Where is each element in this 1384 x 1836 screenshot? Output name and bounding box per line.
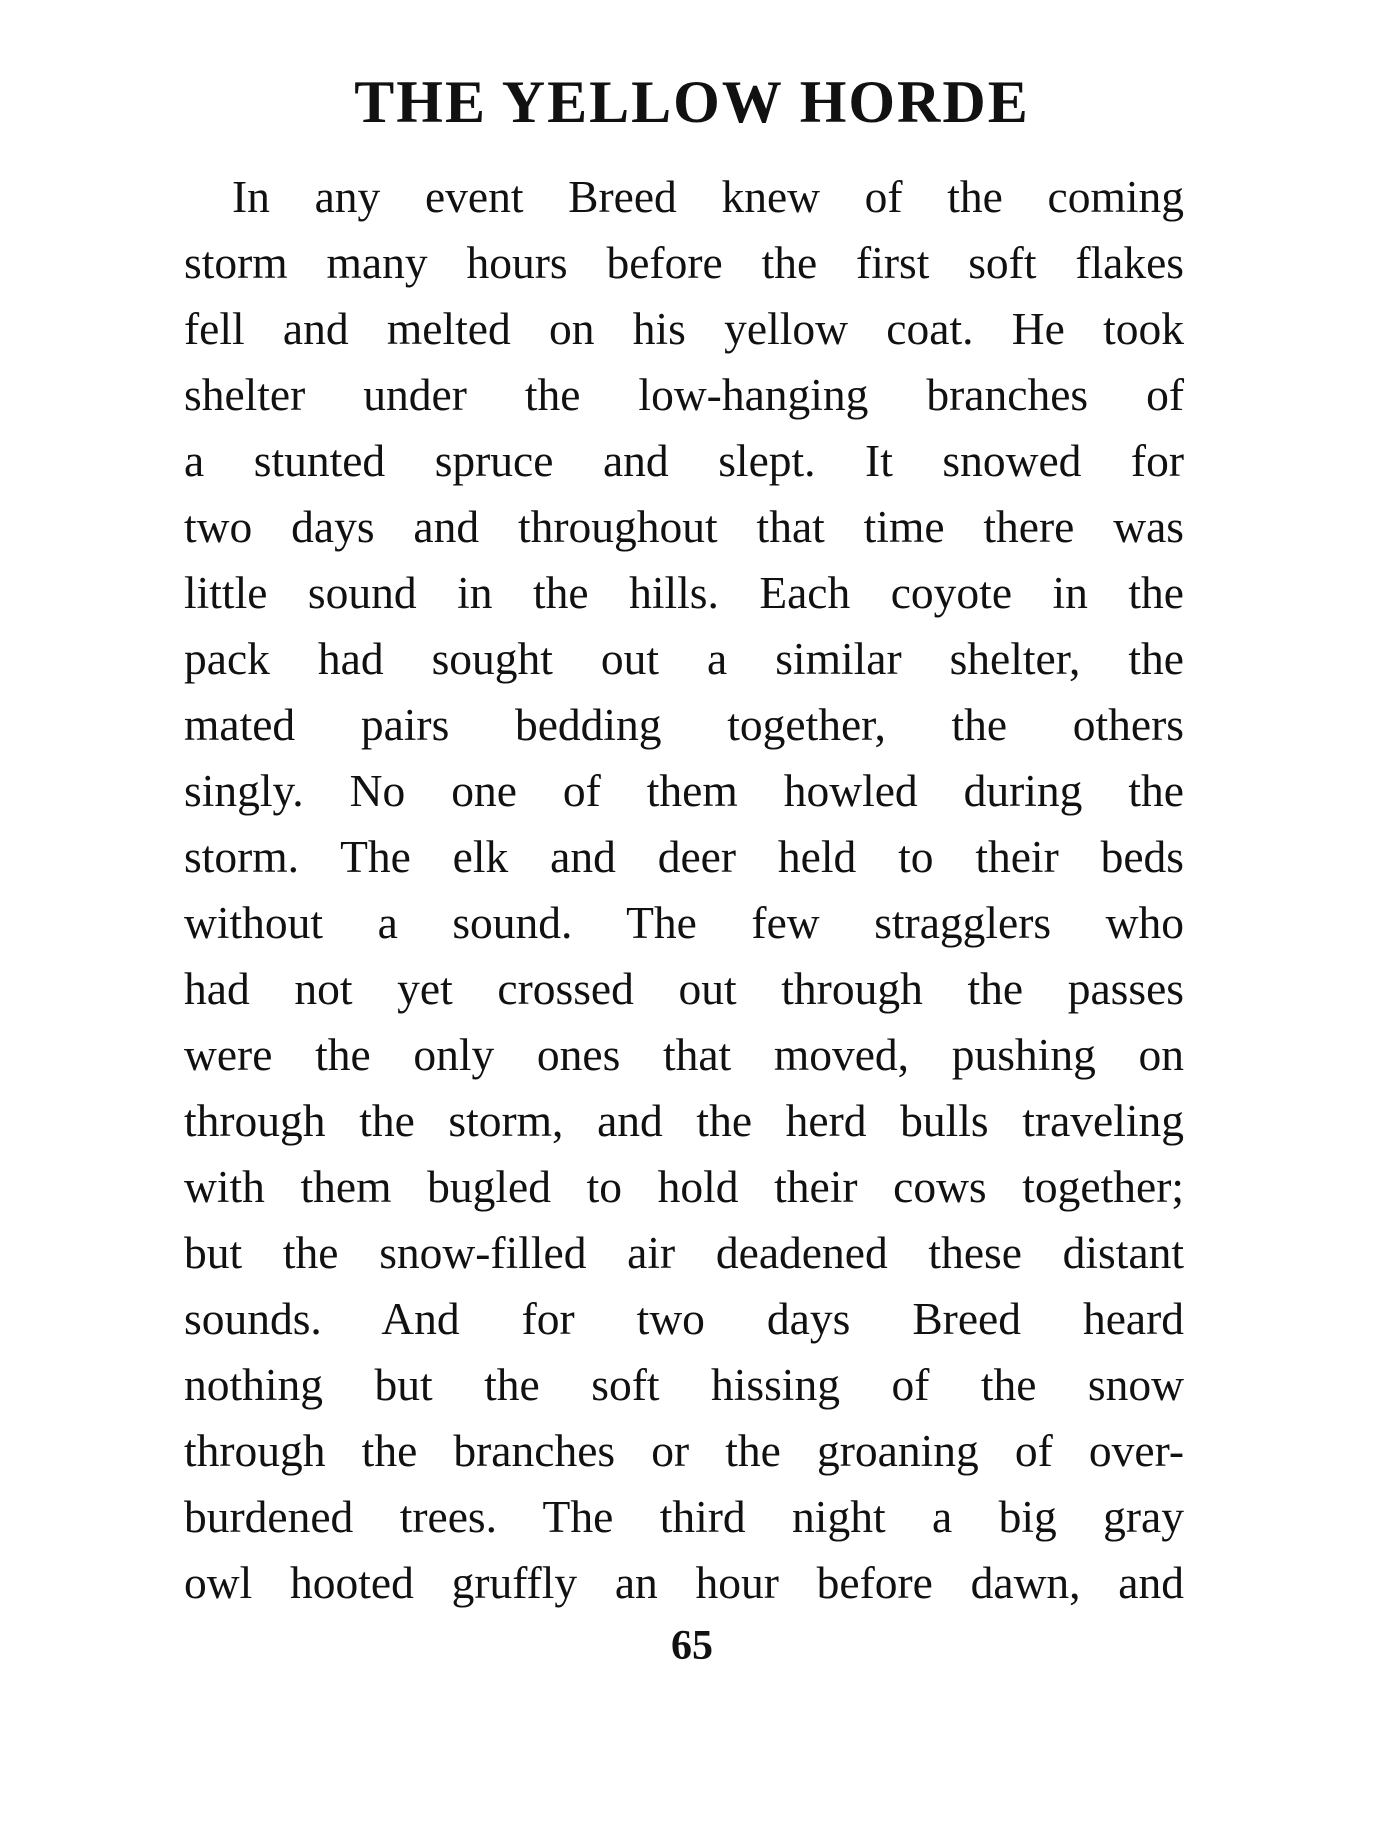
- text-line: storm. The elk and deer held to their beds: [184, 831, 1184, 882]
- text-line: without a sound. The few stragglers who: [184, 897, 1184, 948]
- text-line: but the snow-filled air deadened these distant: [184, 1227, 1184, 1278]
- running-head: THE YELLOW HORDE: [354, 69, 1030, 135]
- body-text: [184, 164, 1184, 1616]
- text-line: nothing but the soft hissing of the snow: [184, 1359, 1184, 1410]
- text-line: two days and throughout that time there was: [184, 501, 1184, 552]
- text-line: pack had sought out a similar shelter, the: [184, 633, 1184, 684]
- page-number: 65: [671, 1623, 713, 1669]
- text-line: through the storm, and the herd bulls traveling: [184, 1095, 1184, 1146]
- text-line: mated pairs bedding together, the others: [184, 699, 1184, 750]
- text-line: sounds. And for two days Breed heard: [184, 1293, 1184, 1344]
- text-line: storm many hours before the first soft flakes: [184, 237, 1184, 288]
- text-line: were the only ones that moved, pushing on: [184, 1029, 1184, 1080]
- text-line: little sound in the hills. Each coyote in the: [184, 567, 1184, 618]
- text-line: a stunted spruce and slept. It snowed for: [184, 435, 1184, 486]
- text-line: shelter under the low-hanging branches of: [184, 369, 1184, 420]
- text-line: owl hooted gruffly an hour before dawn, and: [184, 1557, 1184, 1608]
- text-line: singly. No one of them howled during the: [184, 765, 1184, 816]
- text-line: burdened trees. The third night a big gray: [184, 1491, 1184, 1542]
- text-line: through the branches or the groaning of over-: [184, 1425, 1184, 1476]
- text-line: with them bugled to hold their cows together;: [184, 1161, 1184, 1212]
- text-line: In any event Breed knew of the coming: [232, 171, 1184, 222]
- text-line: fell and melted on his yellow coat. He took: [184, 303, 1184, 354]
- text-line: had not yet crossed out through the passes: [184, 963, 1184, 1014]
